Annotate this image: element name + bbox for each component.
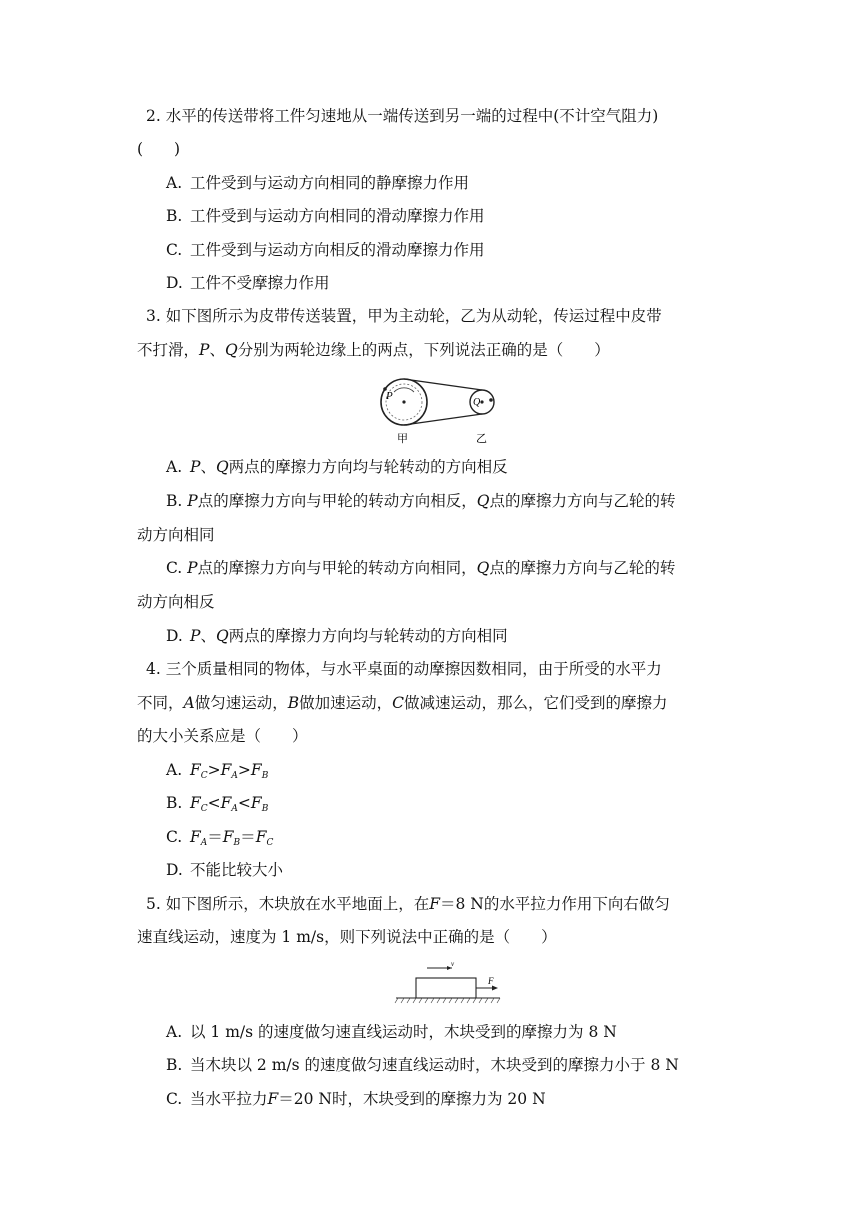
- operator: ＝: [207, 828, 223, 846]
- operator: <: [237, 794, 251, 812]
- block-figure: [392, 958, 504, 1006]
- belt-bottom: [404, 414, 482, 425]
- var-f: F: [190, 761, 201, 779]
- option-letter: B.: [166, 794, 183, 812]
- subscript: B: [233, 838, 241, 848]
- var-q: Q: [215, 627, 229, 645]
- var-f: F: [190, 794, 201, 812]
- option-letter: A.: [166, 458, 183, 476]
- subscript: B: [261, 804, 269, 814]
- option-letter: D.: [166, 861, 183, 879]
- text-run: 不打滑，: [137, 341, 200, 359]
- var-f: F: [190, 828, 201, 846]
- q4-stem-line1: 4. 三个质量相同的物体，与水平桌面的动摩擦因数相同，由于所受的水平力: [146, 660, 662, 678]
- option-text: 工件受到与运动方向相同的静摩擦力作用: [190, 174, 470, 192]
- option-text: 工件受到与运动方向相同的滑动摩擦力作用: [190, 207, 485, 225]
- q3-option-a: [166, 457, 508, 477]
- q4-option-d: [166, 860, 283, 880]
- velocity-label: v: [451, 960, 455, 968]
- var-p: P: [199, 341, 210, 359]
- option-letter: D.: [166, 274, 183, 292]
- driven-center: [480, 400, 483, 403]
- option-letter: C.: [166, 828, 183, 846]
- text-run: 分别为两轮边缘上的两点，下列说法正确的是（ ）: [237, 341, 610, 359]
- q5-stem-line2: 速直线运动，速度为 1 m/s，则下列说法中正确的是（ ）: [137, 928, 557, 946]
- var-f: F: [267, 1090, 279, 1108]
- var-b: B: [287, 694, 300, 712]
- var-f: F: [222, 828, 234, 846]
- q4-option-c: [166, 827, 273, 853]
- driving-center: [402, 400, 405, 403]
- q2-stem-line1: 2. 水平的传送带将工件匀速地从一端传送到另一端的过程中(不计空气阻力): [146, 107, 659, 125]
- var-f: F: [429, 895, 440, 913]
- subscript: C: [200, 804, 208, 814]
- var-f: F: [250, 761, 262, 779]
- q5-option-b: [166, 1055, 679, 1075]
- subscript: A: [200, 838, 208, 848]
- operator: >: [207, 761, 221, 779]
- subscript: A: [231, 804, 238, 814]
- q2-answer-blank: ( ): [137, 140, 181, 158]
- var-p: P: [190, 627, 201, 645]
- q3-stem-line1: 3. 如下图所示为皮带传送装置，甲为主动轮，乙为从动轮，传运过程中皮带: [146, 307, 662, 325]
- point-q-dot: [489, 398, 493, 402]
- option-letter: B.: [166, 207, 183, 225]
- option-letter: A.: [166, 761, 183, 779]
- option-letter: C.: [166, 1090, 183, 1108]
- var-q: Q: [224, 341, 238, 359]
- option-text: 点的摩擦力方向与甲轮的转动方向相反，: [197, 492, 477, 510]
- option-text: 点的摩擦力方向与乙轮的转: [489, 559, 676, 577]
- var-p: P: [187, 559, 198, 577]
- q3-option-b: [166, 491, 675, 511]
- option-letter: B.: [166, 1056, 183, 1074]
- rotation-arrow: [394, 388, 414, 392]
- option-text: 两点的摩擦力方向均与轮转动的方向相反: [228, 458, 508, 476]
- option-text: 工件不受摩擦力作用: [190, 274, 330, 292]
- q2-option-a: [166, 173, 469, 193]
- var-q: Q: [215, 458, 229, 476]
- option-letter: A.: [166, 174, 183, 192]
- var-f: F: [250, 794, 262, 812]
- q3-option-d: [166, 626, 508, 646]
- point-p-label: P: [386, 390, 393, 402]
- var-f: F: [220, 761, 232, 779]
- var-a: A: [183, 694, 195, 712]
- option-text: 点的摩擦力方向与乙轮的转: [489, 492, 676, 510]
- label-yi: 乙: [476, 432, 487, 445]
- q5-option-c: [166, 1089, 546, 1109]
- label-jia: 甲: [397, 432, 408, 445]
- q4-stem-line2: [137, 693, 668, 713]
- text-run: 不同，: [137, 694, 184, 712]
- q5-option-a: [166, 1022, 617, 1042]
- option-letter: C.: [166, 241, 183, 259]
- force-label: F: [488, 976, 494, 986]
- force-arrowhead: [492, 986, 498, 991]
- var-f: F: [220, 794, 232, 812]
- subscript: A: [231, 771, 238, 781]
- q4-option-b: [166, 793, 268, 819]
- q3-option-c: [166, 558, 675, 578]
- ground-hatching: [395, 998, 500, 1003]
- q3-stem-line2: [137, 340, 610, 360]
- wooden-block: [416, 978, 476, 998]
- q4-stem-line3: 的大小关系应是（ ）: [137, 727, 308, 745]
- var-c: C: [392, 694, 405, 712]
- option-text: 两点的摩擦力方向均与轮转动的方向相同: [228, 627, 508, 645]
- text-run: ＝8 N的水平拉力作用下向右做匀: [439, 895, 670, 913]
- point-q-label: Q: [473, 397, 481, 408]
- text-run: 5. 如下图所示，木块放在水平地面上，在: [146, 895, 430, 913]
- operator: >: [237, 761, 251, 779]
- belt-drive-figure: [372, 374, 504, 446]
- option-letter: D.: [166, 627, 183, 645]
- q3-option-b-cont: 动方向相同: [137, 526, 215, 544]
- q3-option-c-cont: 动方向相反: [137, 593, 215, 611]
- var-f: F: [255, 828, 267, 846]
- q2-option-b: [166, 206, 485, 226]
- operator: <: [207, 794, 221, 812]
- subscript: C: [200, 771, 208, 781]
- operator: ＝: [240, 828, 256, 846]
- q5-stem-line1: [146, 894, 670, 914]
- option-text: 以 1 m/s 的速度做匀速直线运动时，木块受到的摩擦力为 8 N: [190, 1023, 617, 1041]
- var-q: Q: [476, 559, 490, 577]
- text-run: 、: [209, 341, 225, 359]
- option-letter: A.: [166, 1023, 183, 1041]
- q2-option-c: [166, 240, 485, 260]
- option-letter: C.: [166, 559, 183, 577]
- var-p: P: [190, 458, 201, 476]
- text-run: 、: [200, 458, 216, 476]
- option-text: 不能比较大小: [190, 861, 284, 879]
- text-run: 做减速运动，那么，它们受到的摩擦力: [404, 694, 668, 712]
- subscript: C: [266, 838, 274, 848]
- option-letter: B.: [166, 492, 183, 510]
- var-q: Q: [476, 492, 490, 510]
- option-text: 当水平拉力: [190, 1090, 268, 1108]
- option-text: 点的摩擦力方向与甲轮的转动方向相同，: [197, 559, 477, 577]
- text-run: 做加速运动，: [299, 694, 393, 712]
- q2-option-d: [166, 273, 330, 293]
- q4-option-a: [166, 760, 268, 786]
- subscript: B: [261, 771, 269, 781]
- option-text: ＝20 N时，木块受到的摩擦力为 20 N: [278, 1090, 546, 1108]
- text-run: 、: [200, 627, 216, 645]
- option-text: 工件受到与运动方向相反的滑动摩擦力作用: [190, 241, 485, 259]
- var-p: P: [187, 492, 198, 510]
- option-text: 当木块以 2 m/s 的速度做匀速直线运动时，木块受到的摩擦力小于 8 N: [190, 1056, 679, 1074]
- text-run: 做匀速运动，: [194, 694, 288, 712]
